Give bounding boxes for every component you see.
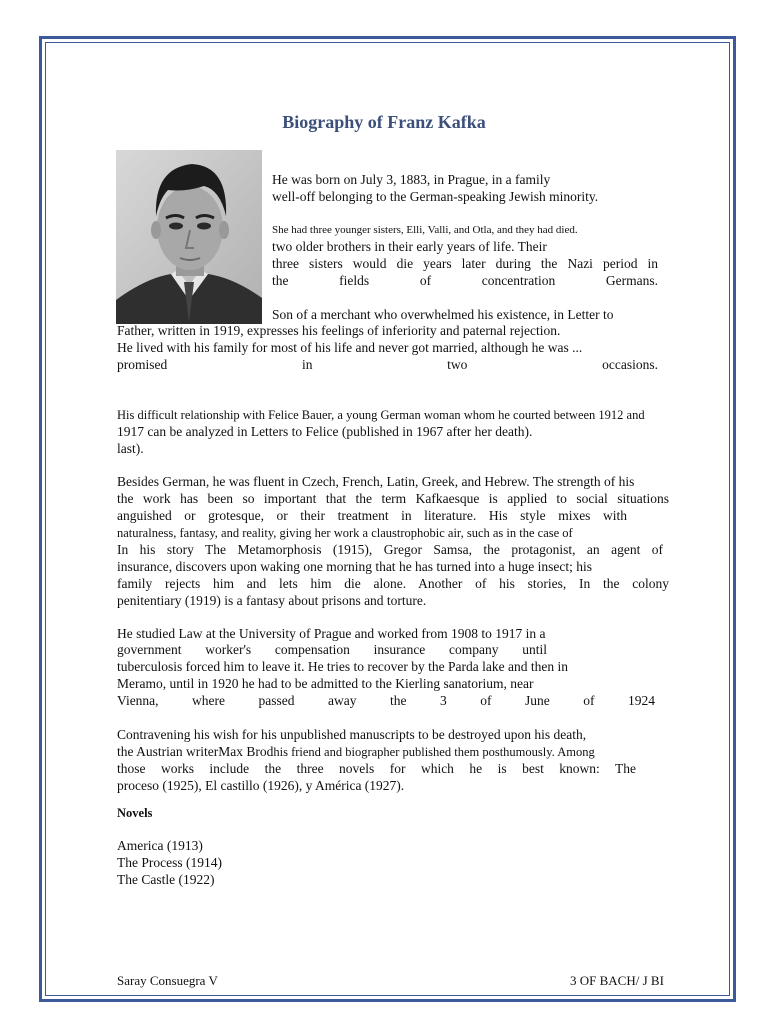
page-title: Biography of Franz Kafka <box>282 112 486 132</box>
novel-item: America (1913) <box>117 838 203 853</box>
text-segment: the Austrian writerMax Brod <box>117 744 274 759</box>
novel-item: The Castle (1922) <box>117 872 215 887</box>
text-line: government worker's compensation insurance company until <box>117 642 547 657</box>
text-line <box>117 744 595 760</box>
footer-author: Saray Consuegra V <box>117 973 218 988</box>
text-line: proceso (1925), El castillo (1926), y América (1927). <box>117 778 405 793</box>
text-line: 1917 can be analyzed in Letters to Felice (published in 1967 after her death). <box>117 424 533 439</box>
text-line: the work has been so important that the term Kafkaesque is applied to social situations <box>117 491 669 506</box>
text-line: Contravening his wish for his unpublished manuscripts to be destroyed upon his death, <box>117 727 587 742</box>
text-line: last). <box>117 441 144 456</box>
text-line: well-off belonging to the German-speaking Jewish minority. <box>272 189 599 204</box>
footer-class: 3 OF BACH/ J BI <box>570 973 664 988</box>
text-line: insurance, discovers upon waking one morning that he has turned into a huge insect; his <box>117 559 593 574</box>
kafka-portrait <box>116 150 262 324</box>
text-line: the fields of concentration Germans. <box>272 273 658 288</box>
novel-item: The Process (1914) <box>117 855 222 870</box>
text-line: tuberculosis forced him to leave it. He tries to recover by the Parda lake and then in <box>117 659 568 674</box>
text-line: promised in two occasions. <box>117 357 658 372</box>
text-line: two older brothers in their early years of life. Their <box>272 239 547 254</box>
text-line: He was born on July 3, 1883, in Prague, in a family <box>272 172 551 187</box>
text-line: Besides German, he was fluent in Czech, French, Latin, Greek, and Hebrew. The strength of his <box>117 474 635 489</box>
novels-heading: Novels <box>117 806 153 820</box>
text-line: She had three younger sisters, Elli, Valli, and Otla, and they had died. <box>272 224 578 236</box>
text-line: Father, written in 1919, expresses his feelings of inferiority and paternal rejection. <box>117 323 561 338</box>
text-line: Son of a merchant who overwhelmed his existence, in Letter to <box>272 307 614 322</box>
text-line: He studied Law at the University of Prague and worked from 1908 to 1917 in a <box>117 626 546 641</box>
text-line: He lived with his family for most of his life and never got married, although he was ... <box>117 340 583 355</box>
portrait-drawing <box>116 150 262 324</box>
text-line: those works include the three novels for which he is best known: The <box>117 761 636 776</box>
text-line: Meramo, until in 1920 he had to be admitted to the Kierling sanatorium, near <box>117 676 534 691</box>
text-line: Vienna, where passed away the 3 of June of 1924 <box>117 693 655 708</box>
text-line: three sisters would die years later during the Nazi period in <box>272 256 658 271</box>
text-line: In his story The Metamorphosis (1915), Gregor Samsa, the protagonist, an agent of <box>117 542 663 557</box>
text-line: penitentiary (1919) is a fantasy about prisons and torture. <box>117 593 427 608</box>
text-line: His difficult relationship with Felice Bauer, a young German woman whom he courted between 1912 and <box>117 408 645 422</box>
text-line: naturalness, fantasy, and reality, giving her work a claustrophobic air, such as in the case of <box>117 526 573 540</box>
text-line: anguished or grotesque, or their treatment in literature. His style mixes with <box>117 508 627 523</box>
text-line: family rejects him and lets him die alone. Another of his stories, In the colony <box>117 576 669 591</box>
text-segment: his friend and biographer published them posthumously. Among <box>273 745 595 759</box>
